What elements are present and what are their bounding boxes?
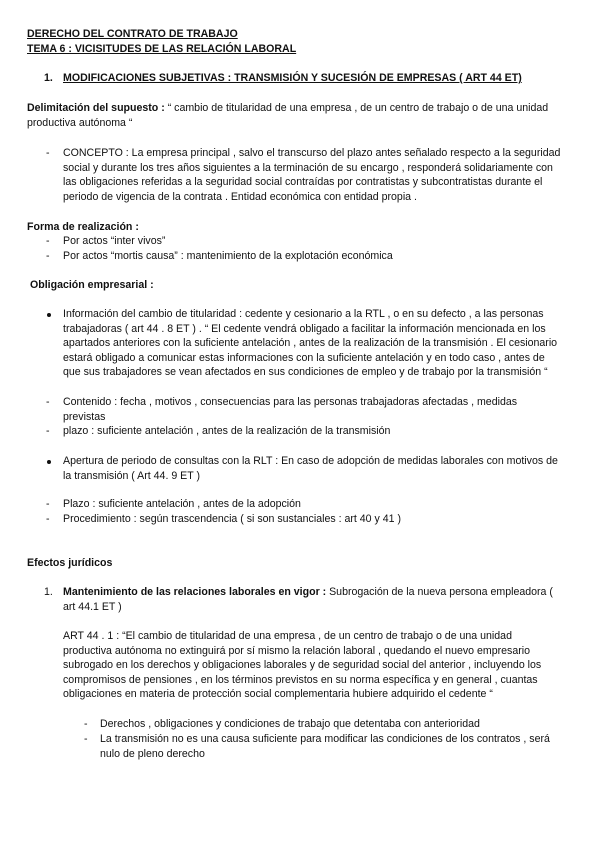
list-dash: - xyxy=(84,733,88,745)
paragraph-line: la transmisión ( Art 44. 9 ET ) xyxy=(63,469,200,482)
course-title: DERECHO DEL CONTRATO DE TRABAJO xyxy=(27,28,238,40)
list-dash: - xyxy=(46,396,50,408)
paragraph-line: subrogado en los derechos y obligaciones laborales y de seguridad social del anterior , incluyendo los xyxy=(63,659,542,672)
list-dash: - xyxy=(84,718,88,730)
paragraph-line: obligaciones en materia de protección social complementaria hubiere adquirido el cedente “ xyxy=(63,688,493,701)
list-dash: - xyxy=(46,235,50,247)
paragraph-line: estará obligado a comunicar estas informaciones con la suficiente antelación y en todo caso , antes de xyxy=(63,351,545,364)
bullet-dot xyxy=(47,313,51,317)
obligacion-label: Obligación empresarial : xyxy=(30,279,154,291)
paragraph-line: ART 44 . 1 : “El cambio de titularidad de una empresa , de un centro de trabajo o de una unidad xyxy=(63,630,512,642)
list-dash: - xyxy=(46,250,50,262)
efectos-label: Efectos jurídicos xyxy=(27,557,113,569)
section-title: MODIFICACIONES SUBJETIVAS : TRANSMISIÓN Y SUCESIÓN DE EMPRESAS ( ART 44 ET) xyxy=(63,72,522,84)
obligacion-bullet2 xyxy=(63,454,558,483)
delimitacion-line1 xyxy=(27,101,548,116)
paragraph-line: Información del cambio de titularidad : cedente y cesionario a la RTL , o en su defecto , a las personas xyxy=(63,308,544,320)
transmision-item xyxy=(100,732,550,761)
efectos-item1-line2: art 44.1 ET ) xyxy=(63,601,122,613)
topic-title: TEMA 6 : VICISITUDES DE LAS RELACIÓN LABORAL xyxy=(27,43,297,55)
paragraph-line: Apertura de periodo de consultas con la RLT : En caso de adopción de medidas laborales con motivos de xyxy=(63,455,558,467)
paragraph-line: Contenido : fecha , motivos , consecuencias para las personas trabajadoras afectadas , medidas xyxy=(63,396,518,408)
paragraph-line: previstas xyxy=(63,410,106,423)
efectos-item1-line1 xyxy=(63,585,553,600)
forma-item: Por actos “inter vivos” xyxy=(63,235,166,247)
paragraph-line: CONCEPTO : La empresa principal , salvo el transcurso del plazo antes señalado respecto a la seguridad xyxy=(63,147,561,159)
delimitacion-label: Delimitación del supuesto : xyxy=(27,102,165,114)
list-dash: - xyxy=(46,513,50,525)
list-dash: - xyxy=(46,425,50,437)
concepto-paragraph xyxy=(63,146,560,204)
paragraph-line: social y durante los tres años siguientes a la terminación de su encargo , responderá solidariamente con xyxy=(63,161,553,174)
efectos-item1-bold: Mantenimiento de las relaciones laborales en vigor : xyxy=(63,586,327,598)
paragraph-line: apartados anteriores con la suficiente antelación , antes de la realización de la transmisión . El cesionario xyxy=(63,337,558,350)
list-dash: - xyxy=(46,498,50,510)
forma-label: Forma de realización : xyxy=(27,221,139,233)
paragraph-line: La transmisión no es una causa suficiente para modificar las condiciones de los contratos , será xyxy=(100,733,550,745)
paragraph-line: productiva autónoma no extinguirá por sí mismo la relación laboral , quedando el nuevo empresario xyxy=(63,644,530,657)
section-number: 1. xyxy=(44,72,53,84)
obligacion-bullet1 xyxy=(63,307,557,380)
plazo-item: plazo : suficiente antelación , antes de la realización de la transmisión xyxy=(63,425,391,437)
bullet-dot xyxy=(47,460,51,464)
paragraph-line: trabajadoras ( art 44 . 8 ET ) . “ El cedente vendrá obligado a facilitar la información mencionada en los xyxy=(63,322,546,335)
list-dash: - xyxy=(46,147,50,159)
plazo-adopcion-item: Plazo : suficiente antelación , antes de la adopción xyxy=(63,498,301,510)
delimitacion-text: “ cambio de titularidad de una empresa , de un centro de trabajo o de una unidad xyxy=(164,102,549,114)
paragraph-line: que sus trabajadores se vean afectados en sus condiciones de empleo y de trabajo por la transmisión “ xyxy=(63,366,548,379)
efectos-item1-rest: Subrogación de la nueva persona empleadora ( xyxy=(326,586,553,598)
forma-item: Por actos “mortis causa” : mantenimiento de la explotación económica xyxy=(63,250,393,262)
contenido-item xyxy=(63,395,517,424)
paragraph-line: nulo de pleno derecho xyxy=(100,747,205,760)
efectos-number: 1. xyxy=(44,586,53,598)
derechos-item: Derechos , obligaciones y condiciones de trabajo que detentaba con anterioridad xyxy=(100,718,480,730)
art44-quote xyxy=(63,629,541,702)
paragraph-line: compromisos de pensiones , en los términos previstos en su norma específica y en general , cuantas xyxy=(63,673,538,686)
delimitacion-line2: productiva autónoma “ xyxy=(27,117,133,129)
procedimiento-item: Procedimiento : según trascendencia ( si son sustanciales : art 40 y 41 ) xyxy=(63,513,401,525)
paragraph-line: las obligaciones referidas a la seguridad social contraídas por contratistas y subcontratistas durante el xyxy=(63,176,543,189)
paragraph-line: periodo de vigencia de la contrata . Entidad económica con entidad propia . xyxy=(63,190,417,203)
